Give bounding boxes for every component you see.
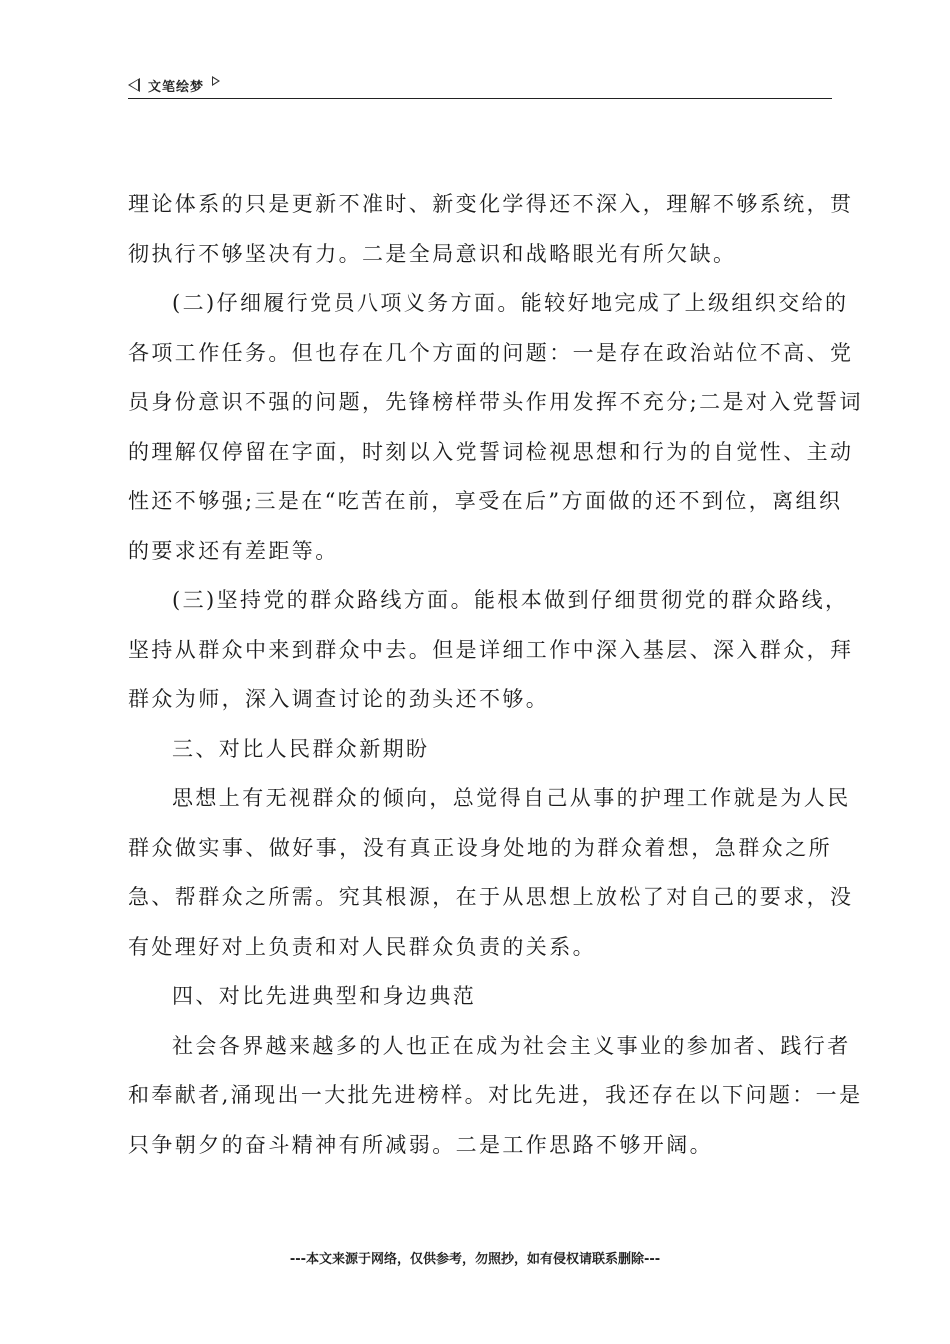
text-line: 群众为师，深入调查讨论的劲头还不够。 <box>128 687 550 711</box>
section-heading-3 <box>128 725 832 775</box>
document-body <box>128 180 863 1170</box>
paragraph-1 <box>128 180 854 279</box>
triangle-left-icon <box>128 78 140 92</box>
paragraph-5 <box>128 1022 863 1171</box>
paragraph-2 <box>128 279 863 576</box>
text-line: 坚持从群众中来到群众中去。但是详细工作中深入基层、深入群众，拜 <box>128 637 854 662</box>
text-line: 社会各界越来越多的人也正在成为社会主义事业的参加者、践行者 <box>172 1033 851 1058</box>
text-line: 的要求还有差距等。 <box>128 538 339 563</box>
paragraph-4 <box>128 774 854 972</box>
text-line: 各项工作任务。但也存在几个方面的问题：一是存在政治站位不高、党 <box>128 340 854 365</box>
text-line: 有处理好对上负责和对人民群众负责的关系。 <box>128 934 596 959</box>
footer-notice: ---本文来源于网络，仅供参考，勿照抄，如有侵权请联系删除--- <box>289 1252 661 1267</box>
section-heading: 三、对比人民群众新期盼 <box>172 736 430 761</box>
text-line: 只争朝夕的奋斗精神有所减弱。二是工作思路不够开阔。 <box>128 1132 713 1157</box>
text-line: 思想上有无视群众的倾向，总觉得自己从事的护理工作就是为人民 <box>172 786 851 810</box>
text-line: (二)仔细履行党员八项义务方面。能较好地完成了上级组织交给的 <box>172 291 849 315</box>
section-heading-4 <box>128 972 832 1022</box>
text-line: 的理解仅停留在字面，时刻以入党誓词检视思想和行为的自觉性、主动 <box>128 439 854 464</box>
text-line: 和奉献者,涌现出一大批先进榜样。对比先进，我还存在以下问题：一是 <box>128 1083 863 1107</box>
text-line: (三)坚持党的群众路线方面。能根本做到仔细贯彻党的群众路线， <box>172 588 849 612</box>
text-line: 理论体系的只是更新不准时、新变化学得还不深入，理解不够系统，贯 <box>128 192 854 216</box>
section-heading: 四、对比先进典型和身边典范 <box>172 984 477 1008</box>
paragraph-3 <box>128 576 854 725</box>
text-line: 群众做实事、做好事，没有真正设身处地的为群众着想，急群众之所 <box>128 835 832 860</box>
header-brand: 文笔绘梦 <box>148 79 205 95</box>
text-line: 员身份意识不强的问题，先锋榜样带头作用发挥不充分;二是对入党誓词 <box>128 390 863 414</box>
text-line: 急、帮群众之所需。究其根源，在于从思想上放松了对自己的要求，没 <box>128 885 854 909</box>
text-line: 性还不够强;三是在“吃苦在前，享受在后”方面做的还不到位，离组织 <box>128 489 843 513</box>
page-header <box>128 72 832 99</box>
text-line: 彻执行不够坚决有力。二是全局意识和战略眼光有所欠缺。 <box>128 241 737 266</box>
triangle-right-icon <box>212 76 220 86</box>
